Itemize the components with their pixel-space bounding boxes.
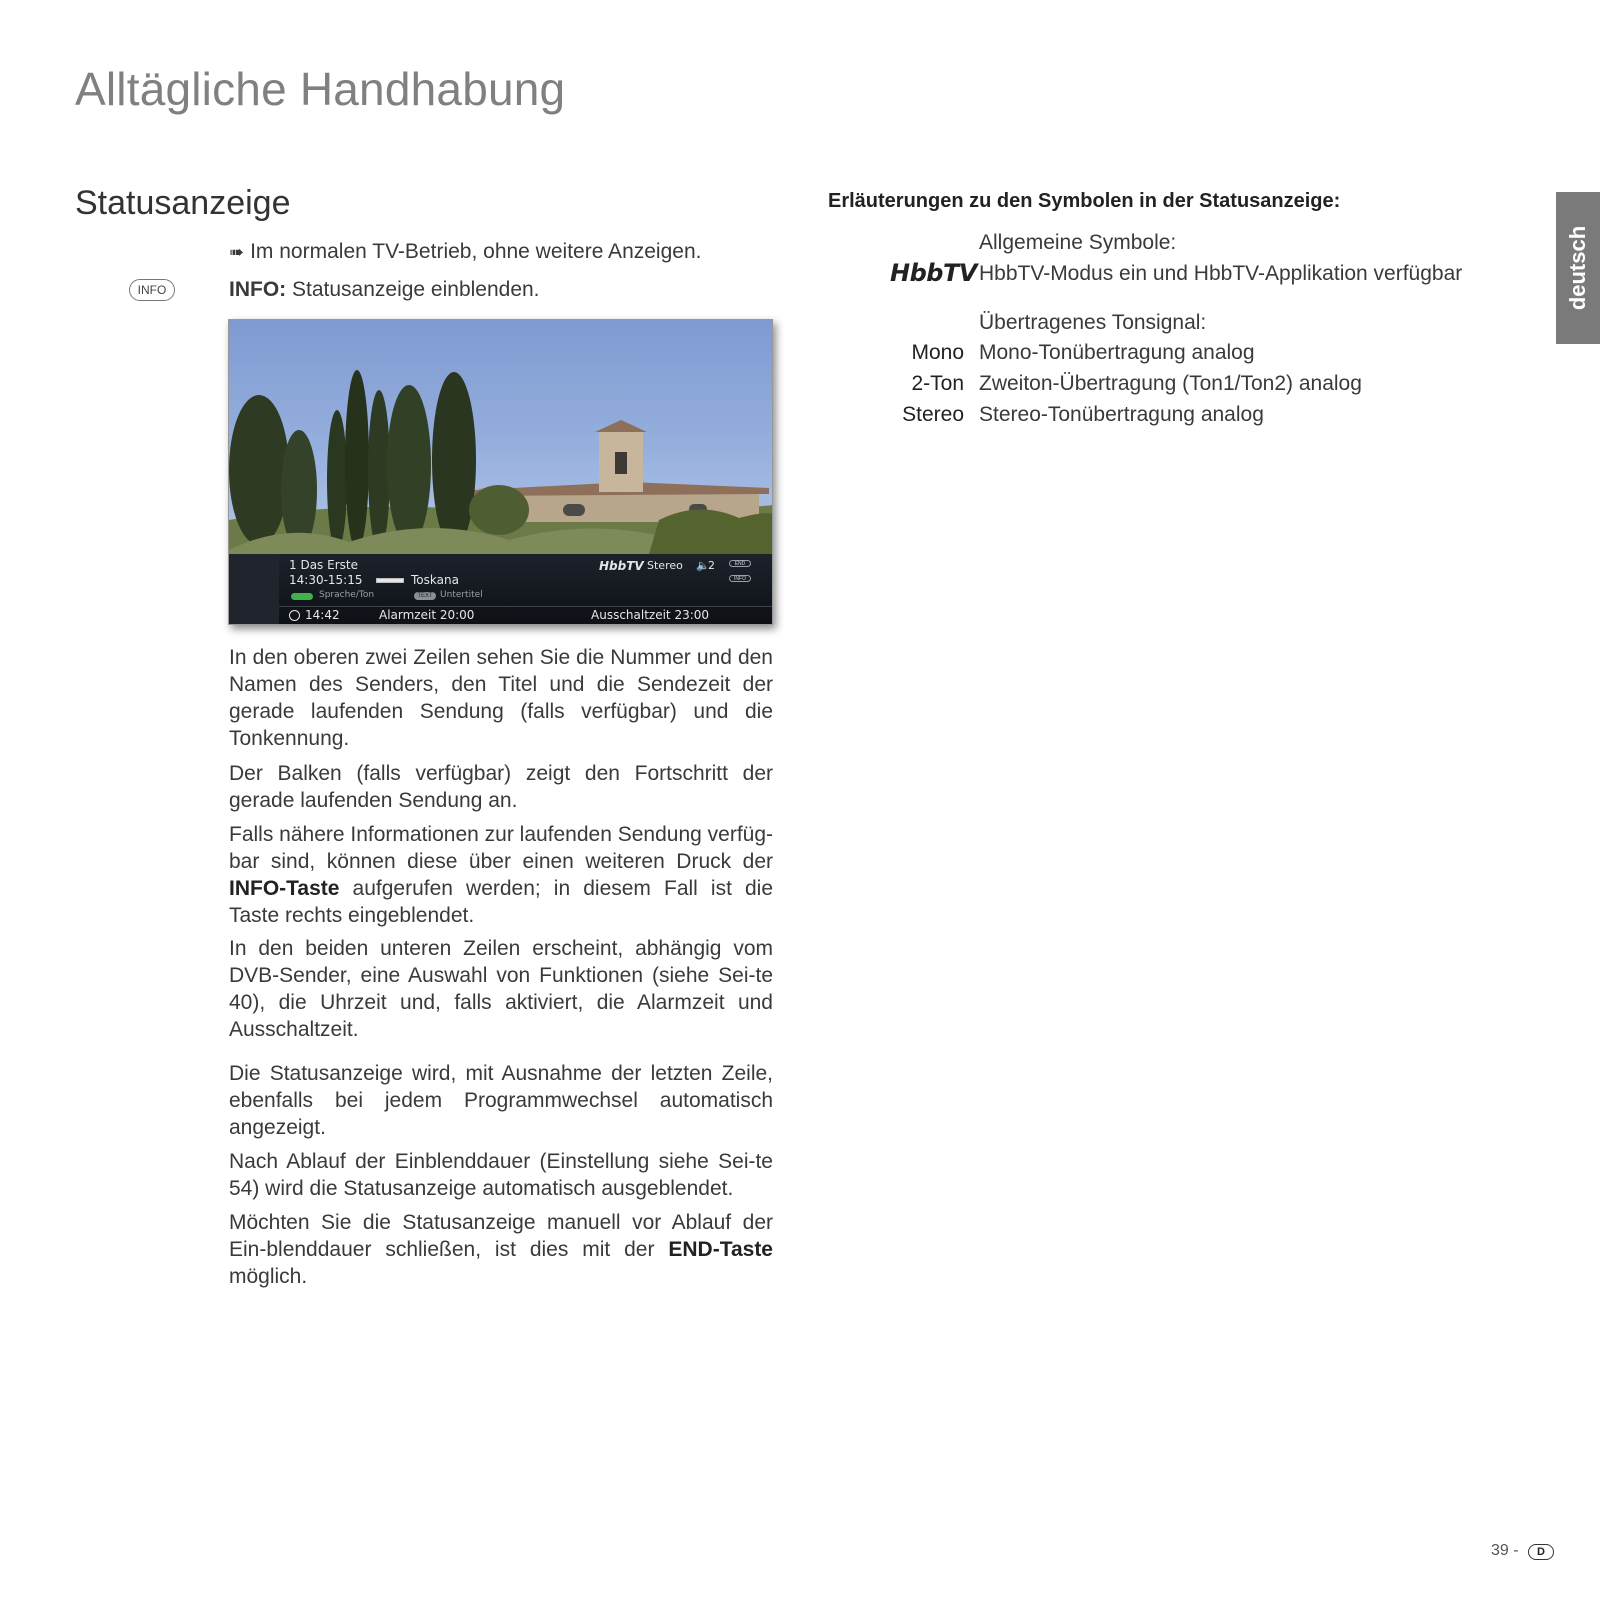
alarm-time: Alarmzeit 20:00 bbox=[379, 608, 475, 622]
language-tab-label: deutsch bbox=[1565, 225, 1590, 311]
status-bar bbox=[229, 554, 773, 625]
program-title: Toskana bbox=[411, 573, 459, 587]
step-normal-tv bbox=[229, 240, 701, 264]
chapter-title: Alltägliche Handhabung bbox=[75, 63, 566, 115]
step1-text: Im normalen TV-Betrieb, ohne weitere Anzeigen. bbox=[250, 240, 702, 263]
off-time: Ausschaltzeit 23:00 bbox=[591, 608, 710, 622]
current-time: 14:42 bbox=[305, 608, 340, 622]
page-number: 39 - bbox=[1491, 1542, 1519, 1559]
legend-symbol-mono: Mono bbox=[911, 341, 964, 364]
legend-symbol-2ton: 2-Ton bbox=[911, 372, 964, 395]
text-key-icon: TEXT bbox=[414, 592, 436, 600]
tv-screenshot bbox=[228, 319, 773, 625]
step2-text: Statusanzeige einblenden. bbox=[286, 278, 540, 301]
end-taste-bold: END-Taste bbox=[668, 1238, 773, 1261]
green-key-icon bbox=[291, 593, 313, 600]
audio-channel: 2 bbox=[708, 559, 715, 572]
arrow-right-icon: ➠ bbox=[229, 242, 245, 262]
legend-desc-mono: Mono-Tonübertragung analog bbox=[979, 341, 1255, 364]
page-language-badge: D bbox=[1528, 1544, 1554, 1560]
hbbtv-logo: HbbTV bbox=[599, 559, 644, 573]
info-key-small-icon: INFO bbox=[729, 575, 751, 582]
program-time: 14:30-15:15 bbox=[289, 573, 363, 587]
legend-desc-2ton: Zweiton-Übertragung (Ton1/Ton2) analog bbox=[979, 372, 1362, 395]
info-taste-bold: INFO-Taste bbox=[229, 877, 340, 900]
legend-title: Erläuterungen zu den Symbolen in der Statusanzeige: bbox=[828, 190, 1341, 212]
subtitle-label: Untertitel bbox=[440, 590, 483, 600]
audio-mode: Stereo bbox=[647, 559, 683, 572]
hbbtv-description: HbbTV-Modus ein und HbbTV-Applikation verfügbar bbox=[979, 262, 1463, 285]
paragraph-5: Die Statusanzeige wird, mit Ausnahme der letzten Zeile, ebenfalls bei jedem Programmwechsel automatisch angezeigt. bbox=[229, 1062, 773, 1139]
legend-symbol-stereo: Stereo bbox=[902, 403, 964, 426]
audio-signal-heading: Übertragenes Tonsignal: bbox=[979, 311, 1207, 334]
info-key-icon: INFO bbox=[129, 279, 175, 301]
paragraph-2: Der Balken (falls verfügbar) zeigt den Fortschritt der gerade laufenden Sendung an. bbox=[229, 762, 773, 812]
paragraph-6: Nach Ablauf der Einblenddauer (Einstellung siehe Sei-te 54) wird die Statusanzeige automatisch ausgeblendet. bbox=[229, 1150, 773, 1200]
end-key-icon: END bbox=[729, 560, 751, 567]
paragraph-1: In den oberen zwei Zeilen sehen Sie die Nummer und den Namen des Senders, den Titel und die Sendezeit der gerade laufenden Sendung (falls verfügbar) und die Tonkennung. bbox=[229, 646, 773, 750]
legend-desc-stereo: Stereo-Tonübertragung analog bbox=[979, 403, 1264, 426]
green-key-label: Sprache/Ton bbox=[319, 590, 375, 600]
speaker-icon: 🔈 bbox=[696, 559, 710, 572]
channel-name: 1 Das Erste bbox=[289, 558, 358, 572]
general-symbols-heading: Allgemeine Symbole: bbox=[979, 231, 1177, 254]
step2-key-label: INFO: bbox=[229, 278, 287, 301]
step-info bbox=[229, 278, 540, 302]
language-tab bbox=[1556, 192, 1600, 344]
clock-icon bbox=[289, 610, 300, 621]
section-title: Statusanzeige bbox=[75, 184, 291, 222]
paragraph-4: In den beiden unteren Zeilen erscheint, abhängig vom DVB-Sender, eine Auswahl von Funktionen (siehe Sei-te 40), die Uhrzeit und, falls aktiviert, die Alarmzeit und Ausschaltzeit. bbox=[229, 937, 773, 1041]
paragraph-7: Möchten Sie die Statusanzeige manuell vor Ablauf der Ein-blenddauer schließen, ist dies mit der END-Taste möglich. bbox=[229, 1211, 773, 1288]
progress-bar bbox=[376, 578, 404, 583]
hbbtv-symbol: HbbTV bbox=[890, 259, 977, 287]
paragraph-3: Falls nähere Informationen zur laufenden Sendung verfüg-bar sind, können diese über einen weiteren Druck der INFO-Taste aufgerufen werden; in diesem Fall ist die Taste rechts eingeblendet. bbox=[229, 823, 774, 927]
